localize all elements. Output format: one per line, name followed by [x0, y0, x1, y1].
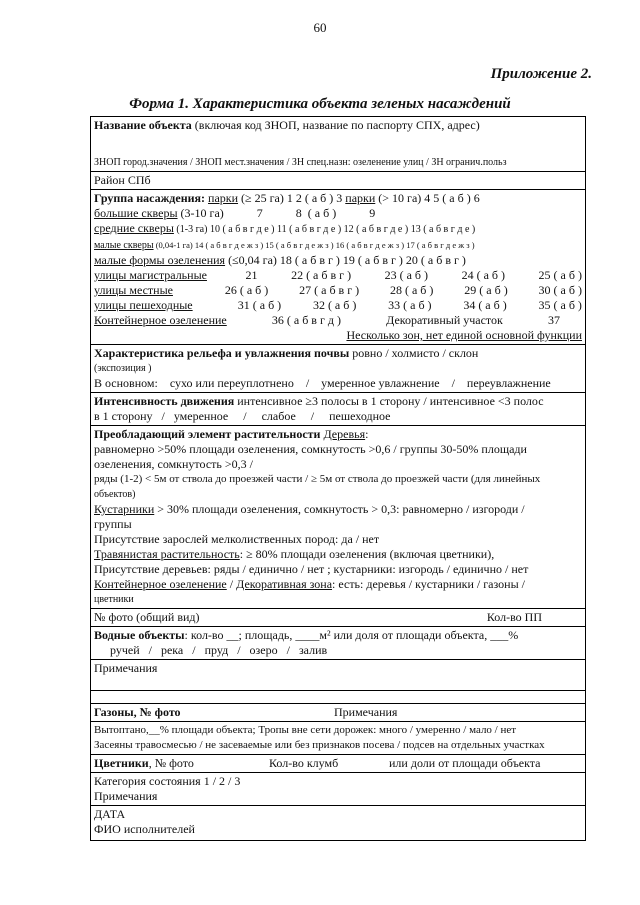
- sample-plots-count: Кол-во ПП: [486, 610, 542, 624]
- decor-plot-label: Декоративный участок: [386, 313, 503, 327]
- streets-ped-opt-2: 32 ( а б ): [312, 298, 357, 312]
- group-small-squares: малые скверы: [94, 240, 154, 251]
- container-planting-label: Контейнерное озеленение: [94, 577, 227, 591]
- group-medium-squares: средние скверы: [94, 221, 174, 235]
- water-section: [91, 626, 585, 659]
- lawns-notes-label: Примечания: [334, 705, 398, 719]
- trees-line-2: озеленения, сомкнутость >0,3 /: [94, 457, 253, 471]
- executors-label: ФИО исполнителей: [94, 822, 195, 836]
- streets-local-opt-1: 26 ( а б ): [224, 283, 269, 297]
- condition-category: Категория состояния 1 / 2 / 3: [94, 774, 241, 788]
- notes-label: Примечания: [94, 661, 158, 675]
- traffic-options: интенсивное ≥3 полосы в 1 сторону / интенсивное <3 полос: [234, 394, 544, 408]
- lawns-sown: Засеяны травосмесью / не засеваемые или без признаков посева / подсев на отдельных участках: [94, 739, 545, 751]
- trees-line-1: равномерно >50% площади озеленения, сомкнутость >0,6 / группы 30-50% площади: [94, 442, 527, 456]
- traffic-options-2: в 1 сторону / умеренное / слабое / пешеходное: [94, 409, 391, 423]
- vegetation-section: Преобладающий элемент растительности Деревья: равномерно >50% площади озеленения, сомкнутость >0,6 / группы 30-50% площади озеленения, сомкнутость >0,3 / ряды (1-2) < 5м от ствола до проезжей части / ≥ 5м от ствола до проезжей части (для линейных объектов) Кустарники > 30% площади озеленения, сомкнутость > 0,3: равномерно / изгороди / группы Присутствие зарослей мелколиственных пород: да / нет Травянистая растительность: ≥ 80% площади озеленения (включая цветники), Присутствие деревьев: ряды / единично / нет ; кустарники: изгородь / единично / нет Контейнерное озеленение / Декоративная зона: есть: деревья / кустарники / газоны / цветники: [91, 425, 585, 608]
- flowers-row: [91, 754, 585, 772]
- streets-ped-row: [94, 298, 582, 313]
- blank-row: [91, 690, 585, 703]
- condition-section: [91, 772, 585, 805]
- streets-local-opt-4: 29 ( а б ): [464, 283, 508, 297]
- relief-exposition: (экспозиция ): [94, 363, 152, 374]
- streets-main-opt-3: 23 ( а б ): [384, 268, 429, 282]
- streets-local-row: [94, 283, 582, 298]
- streets-local-opt-2: 27 ( а б в г ): [299, 283, 360, 297]
- shrubs-options: > 30% площади озеленения, сомкнутость > 0,3: равномерно / изгороди /: [154, 502, 525, 516]
- flowerbeds-count: Кол-во клумб: [269, 756, 339, 770]
- group-small-squares-options: (0,04-1 га) 14 ( а б в г д е ж з ) 15 ( а б в г д е ж з ) 16 ( а б в г д е ж з ) 17 ( а б в г д е ж з ): [153, 240, 475, 250]
- object-name-label: Название объекта: [94, 118, 192, 132]
- group-large-squares-options: (3-10 га) 7 8 ( а б ) 9: [177, 206, 376, 220]
- water-label: Водные объекты: [94, 628, 185, 642]
- trees-line-3: ряды (1-2) < 5м от ствола до проезжей части / ≥ 5м от ствола до проезжей части (для линейных: [94, 473, 541, 485]
- group-small-forms-options: (≤0,04 га) 18 ( а б в г ) 19 ( а б в г ) 20 ( а б в г ): [225, 253, 466, 267]
- relief-moisture: В основном: сухо или переуплотнено / умеренное увлажнение / переувлажнение: [94, 376, 551, 390]
- shrubs-line-2: группы: [94, 517, 132, 531]
- streets-ped-opt-3: 33 ( а б ): [388, 298, 432, 312]
- form-title: Форма 1. Характеристика объекта зеленых насаждений: [129, 96, 511, 112]
- shrubs-label: Кустарники: [94, 502, 155, 516]
- streets-main-opt-4: 24 ( а б ): [461, 268, 506, 282]
- group-medium-squares-options: (1-3 га) 10 ( а б в г д е ) 11 ( а б в г д е ) 12 ( а б в г д е ) 13 ( а б в г д е ): [173, 224, 476, 235]
- group-parks-2: парки: [345, 191, 376, 205]
- decor-plot-number: 37: [547, 313, 560, 327]
- flowerbeds-share: или доли от площади объекта: [389, 756, 541, 770]
- page-number: 60: [313, 20, 327, 35]
- form-table: [90, 116, 586, 841]
- group-parks-1: парки: [208, 191, 239, 205]
- photo-label: № фото (общий вид): [94, 610, 200, 624]
- trees-label: Деревья: [323, 427, 366, 441]
- grass-label: Травянистая растительность: [94, 547, 240, 561]
- container-planting-options: : есть: деревья / кустарники / газоны /: [332, 577, 525, 591]
- thickets-presence: Присутствие зарослей мелколиственных пород: да / нет: [94, 532, 380, 546]
- group-large-squares: большие скверы: [94, 206, 178, 220]
- grass-options: : ≥ 80% площади озеленения (включая цветники),: [239, 547, 495, 561]
- lawns-section: [91, 703, 585, 721]
- streets-main-opt-1: 21: [245, 268, 258, 282]
- group-small-forms: малые формы озеленения: [94, 253, 226, 267]
- relief-section: [91, 344, 585, 392]
- container-row: [94, 313, 582, 328]
- appendix-label: Приложение 2.: [490, 66, 592, 82]
- flowers-label: Цветники: [94, 756, 149, 770]
- relief-options: ровно / холмисто / склон: [349, 346, 479, 360]
- notes-label-2: Примечания: [94, 789, 158, 803]
- streets-ped-opt-4: 34 ( а б ): [463, 298, 507, 312]
- trees-shrubs-presence: Присутствие деревьев: ряды / единично / нет ; кустарники: изгородь / единично / нет: [94, 562, 529, 576]
- streets-main-row: [94, 268, 582, 283]
- water-types: ручей / река / пруд / озеро / залив: [110, 643, 328, 657]
- streets-ped-opt-1: 31 ( а б ): [237, 298, 282, 312]
- planting-group-label: Группа насаждения:: [94, 191, 206, 205]
- vegetation-label: Преобладающий элемент растительности: [94, 427, 321, 441]
- container-label: Контейнерное озеленение: [94, 313, 227, 327]
- trees-line-4: объектов): [94, 489, 136, 500]
- streets-ped-opt-5: 35 ( а б ): [538, 298, 582, 312]
- lawns-details: [91, 721, 585, 754]
- flowers-photo-label: , № фото: [148, 756, 194, 770]
- streets-ped-label: улицы пешеходные: [94, 298, 193, 312]
- photo-row: [91, 608, 585, 626]
- water-fields: : кол-во __; площадь, ____м² или доля от площади объекта, ___%: [184, 628, 519, 642]
- object-name-section: [91, 117, 585, 171]
- group-parks-1-options: (≥ 25 га) 1 2 ( а б ) 3: [238, 191, 346, 205]
- object-name-note: (включая код ЗНОП, название по паспорту СПХ, адрес): [191, 118, 480, 132]
- streets-local-opt-5: 30 ( а б ): [538, 283, 582, 297]
- traffic-label: Интенсивность движения: [94, 394, 235, 408]
- container-options: 36 ( а б в г д ): [271, 313, 341, 327]
- lawns-trampled: Вытоптано,__% площади объекта; Тропы вне сети дорожек: много / умеренно / мало / нет: [94, 724, 517, 736]
- streets-main-opt-2: 22 ( а б в г ): [291, 268, 352, 282]
- lawns-label: Газоны, № фото: [94, 705, 181, 719]
- relief-label: Характеристика рельефа и увлажнения почвы: [94, 346, 350, 360]
- flowerbeds-option: цветники: [94, 594, 134, 605]
- decor-zone-label: Декоративная зона: [236, 577, 333, 591]
- multiple-zones: Несколько зон, нет единой основной функции: [346, 328, 582, 342]
- streets-main-opt-5: 25 ( а б ): [538, 268, 582, 282]
- date-section: [91, 805, 585, 840]
- streets-local-label: улицы местные: [94, 283, 173, 297]
- date-label: ДАТА: [94, 807, 126, 821]
- streets-main-label: улицы магистральные: [94, 268, 207, 282]
- group-parks-2-options: (> 10 га) 4 5 ( а б ) 6: [375, 191, 480, 205]
- object-categories: ЗНОП город.значения / ЗНОП мест.значения / ЗН спец.назн: озеленение улиц / ЗН огранич.польз: [94, 157, 507, 168]
- notes-field: [91, 659, 585, 690]
- streets-local-opt-3: 28 ( а б ): [389, 283, 434, 297]
- traffic-section: [91, 392, 585, 425]
- district-field: Район СПб: [91, 171, 585, 189]
- planting-group-section: [91, 189, 585, 344]
